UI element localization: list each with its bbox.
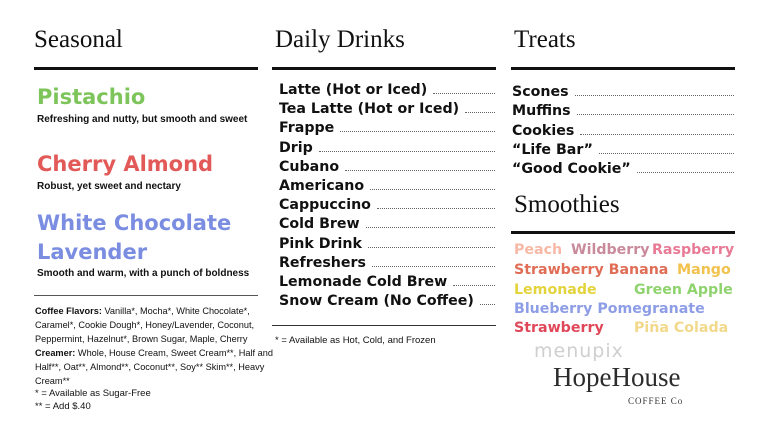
daily-drink-item bbox=[279, 236, 495, 252]
treat-item bbox=[512, 84, 734, 100]
smoothie-strawberry: Strawberry bbox=[514, 320, 604, 336]
daily-drinks-footnote: * = Available as Hot, Cold, and Frozen bbox=[275, 335, 436, 346]
seasonal-title: Seasonal bbox=[34, 26, 123, 53]
dot-leader bbox=[577, 114, 734, 115]
smoothies-rule bbox=[511, 231, 735, 234]
daily-drink-item bbox=[279, 120, 495, 136]
smoothie-green-apple: Green Apple bbox=[634, 282, 733, 298]
daily-drink-item bbox=[279, 159, 495, 175]
daily-drink-label: Americano bbox=[279, 178, 365, 194]
hopehouse-logo-subtitle: COFFEE Co bbox=[628, 396, 684, 406]
seasonal-rule bbox=[34, 67, 258, 70]
dot-leader bbox=[319, 151, 495, 152]
treat-item bbox=[512, 103, 734, 119]
daily-drink-label: Cappuccino bbox=[279, 197, 371, 214]
daily-drink-item bbox=[279, 140, 495, 156]
daily-drinks-title: Daily Drinks bbox=[275, 26, 405, 53]
treats-title: Treats bbox=[514, 26, 576, 53]
dot-leader bbox=[340, 131, 495, 132]
dot-leader bbox=[372, 266, 495, 267]
smoothie-peach: Peach bbox=[514, 242, 563, 258]
daily-drink-label: Refreshers bbox=[279, 254, 366, 271]
dot-leader bbox=[599, 153, 734, 154]
menupix-watermark: menupix bbox=[534, 340, 624, 362]
dot-leader bbox=[370, 189, 495, 190]
seasonal-desc-pistachio: Refreshing and nutty, but smooth and sweet bbox=[37, 114, 248, 125]
daily-drink-label: Lemonade Cold Brew bbox=[279, 274, 448, 290]
treat-item bbox=[512, 161, 734, 177]
coffee-flavors-note bbox=[35, 304, 275, 388]
seasonal-item-white-chocolate-lavender-line1: White Chocolate bbox=[37, 211, 232, 235]
smoothie-raspberry: Raspberry bbox=[652, 242, 735, 258]
daily-drink-label: Cubano bbox=[279, 158, 340, 175]
treat-label: Cookies bbox=[512, 122, 575, 139]
creamer-label: Creamer: bbox=[35, 348, 76, 358]
daily-drink-label: Snow Cream (No Coffee) bbox=[279, 293, 474, 310]
seasonal-item-pistachio: Pistachio bbox=[37, 85, 146, 109]
coffee-flavors-text: Vanilla*, Mocha*, White Chocolate*, Caramel*, Cookie Dough*, Honey/Lavender, Coconut, Peppermint, Hazelnut*, Brown Sugar, Maple, Cherry bbox=[35, 306, 255, 344]
smoothie-strawberry-banana: Strawberry Banana bbox=[514, 262, 669, 278]
dot-leader bbox=[368, 247, 495, 248]
daily-drink-item bbox=[279, 216, 495, 232]
dot-leader bbox=[433, 93, 495, 94]
daily-drinks-rule bbox=[272, 67, 496, 70]
seasonal-desc-white-chocolate-lavender: Smooth and warm, with a punch of boldness bbox=[37, 268, 250, 279]
legend-sugar-free: * = Available as Sugar-Free bbox=[35, 388, 151, 399]
treat-label: Scones bbox=[512, 84, 569, 100]
dot-leader bbox=[366, 227, 495, 228]
daily-drink-label: Tea Latte (Hot or Iced) bbox=[279, 101, 460, 118]
dot-leader bbox=[580, 134, 734, 135]
daily-drink-item bbox=[279, 82, 495, 98]
dot-leader bbox=[637, 172, 734, 173]
creamer-text: Whole, House Cream, Sweet Cream**, Half and Half**, Oat**, Almond**, Coconut**, Soy** Skim**, Heavy Cream** bbox=[35, 348, 273, 386]
daily-drinks-bottom-rule bbox=[272, 325, 496, 326]
seasonal-desc-cherry-almond: Robust, yet sweet and nectary bbox=[37, 181, 181, 192]
treat-label: “Good Cookie” bbox=[512, 161, 631, 178]
treat-item bbox=[512, 123, 734, 139]
smoothie-blueberry-pomegranate: Blueberry Pomegranate bbox=[514, 301, 705, 317]
daily-drink-item bbox=[279, 293, 495, 309]
coffee-flavors-label: Coffee Flavors: bbox=[35, 306, 102, 316]
treat-label: “Life Bar” bbox=[512, 141, 593, 158]
daily-drink-label: Pink Drink bbox=[279, 235, 362, 252]
seasonal-item-white-chocolate-lavender-line2: Lavender bbox=[37, 240, 148, 264]
dot-leader bbox=[575, 95, 734, 96]
daily-drink-item bbox=[279, 255, 495, 271]
treat-label: Muffins bbox=[512, 103, 571, 120]
smoothie-mango: Mango bbox=[677, 262, 731, 278]
daily-drink-item bbox=[279, 274, 495, 290]
treat-item bbox=[512, 142, 734, 158]
dot-leader bbox=[377, 208, 495, 209]
daily-drink-label: Frappe bbox=[279, 120, 335, 137]
seasonal-notes-divider bbox=[34, 295, 258, 296]
seasonal-item-cherry-almond: Cherry Almond bbox=[37, 152, 214, 176]
dot-leader bbox=[345, 170, 495, 171]
daily-drink-label: Latte (Hot or Iced) bbox=[279, 82, 428, 98]
daily-drink-item bbox=[279, 197, 495, 213]
daily-drink-item bbox=[279, 101, 495, 117]
hopehouse-logo: HopeHouse bbox=[553, 362, 681, 392]
legend-add-price: ** = Add $.40 bbox=[35, 401, 91, 412]
smoothies-title: Smoothies bbox=[514, 191, 620, 218]
dot-leader bbox=[453, 285, 495, 286]
daily-drink-label: Drip bbox=[279, 139, 313, 156]
dot-leader bbox=[480, 304, 495, 305]
dot-leader bbox=[465, 112, 495, 113]
daily-drink-item bbox=[279, 178, 495, 194]
smoothie-lemonade: Lemonade bbox=[514, 282, 597, 298]
daily-drink-label: Cold Brew bbox=[279, 216, 360, 233]
smoothie-wildberry: Wildberry bbox=[571, 242, 650, 258]
smoothie-pina-colada: Piña Colada bbox=[634, 320, 729, 336]
treats-rule bbox=[511, 67, 735, 70]
